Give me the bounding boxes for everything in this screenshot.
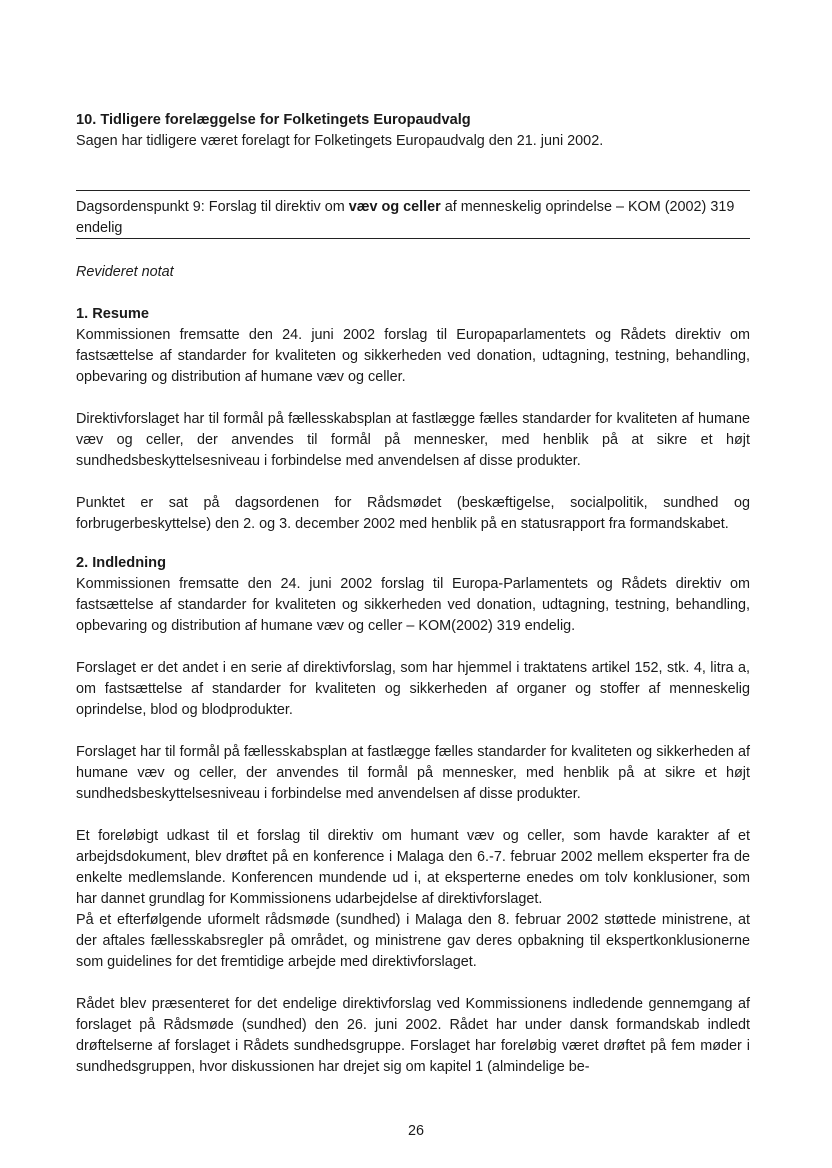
section-1 bbox=[76, 304, 750, 535]
section-2-heading: 2. Indledning bbox=[76, 555, 166, 571]
section-10 bbox=[76, 110, 750, 152]
section-10-heading: 10. Tidligere forelæggelse for Folketingets Europaudvalg bbox=[76, 112, 471, 128]
paragraph: Kommissionen fremsatte den 24. juni 2002 forslag til Europaparlamentets og Rådets direktiv om fastsættelse af standarder for kvaliteten og sikkerheden ved donation, udtagning, testning, behandling, opbevaring og distribution af humane væv og celler. bbox=[76, 327, 750, 385]
agenda-top-rule bbox=[76, 190, 750, 191]
paragraph: På et efterfølgende uformelt rådsmøde (sundhed) i Malaga den 8. februar 2002 støttede ministrene, at der aftales fællesskabsregler på området, og ministrene gav deres opbakning til ekspertkonklusionerne som guidelines for det fremtidige arbejde med direktivforslaget. bbox=[76, 912, 750, 970]
agenda-prefix: Dagsordenspunkt 9: Forslag til direktiv om bbox=[76, 199, 349, 215]
paragraph: Rådet blev præsenteret for det endelige direktivforslag ved Kommissionens indledende gennemgang af forslaget på Rådsmøde (sundhed) den 26. juni 2002. Rådet har under dansk formandskab indledt drøftelserne af forslaget i Rådets sundhedsgruppe. Forslaget har foreløbig været drøftet på fem møder i sundhedsgruppen, hvor diskussionen har drejet sig om kapitel 1 (almindelige be- bbox=[76, 996, 750, 1075]
section-10-text: Sagen har tidligere været forelagt for Folketingets Europaudvalg den 21. juni 2002. bbox=[76, 133, 604, 149]
agenda-bottom-rule bbox=[76, 238, 750, 239]
revised-note: Revideret notat bbox=[76, 264, 174, 280]
paragraph: Et foreløbigt udkast til et forslag til direktiv om humant væv og celler, som havde karakter af et arbejdsdokument, blev drøftet på en konference i Malaga den 6.-7. februar 2002 mellem eksperter fra de enkelte medlemslande. Konferencen mundende ud i, at eksperterne enedes om tolv konklusioner, som har dannet grundlag for Kommissionens udarbejdelse af direktivforslaget. bbox=[76, 828, 750, 907]
section-2 bbox=[76, 553, 750, 1078]
page-number: 26 bbox=[407, 1123, 424, 1139]
paragraph: Forslaget er det andet i en serie af direktivforslag, som har hjemmel i traktatens artikel 152, stk. 4, litra a, om fastsættelse af standarder for kvaliteten og sikkerheden af organer og stoffer af menneskelig oprindelse, blod og blodprodukter. bbox=[76, 660, 750, 718]
agenda-text bbox=[76, 197, 750, 239]
paragraph: Kommissionen fremsatte den 24. juni 2002 forslag til Europa-Parlamentets og Rådets direktiv om fastsættelse af standarder for kvaliteten og sikkerheden ved donation, udtagning, testning, behandling, opbevaring og distribution af humane væv og celler – KOM(2002) 319 endelig. bbox=[76, 576, 750, 634]
paragraph: Punktet er sat på dagsordenen for Rådsmødet (beskæftigelse, socialpolitik, sundhed og forbrugerbeskyttelse) den 2. og 3. december 2002 med henblik på en statusrapport fra formandskabet. bbox=[76, 495, 750, 532]
paragraph: Direktivforslaget har til formål på fællesskabsplan at fastlægge fælles standarder for kvaliteten af humane væv og celler, der anvendes til formål på mennesker, med henblik på at sikre et højt sundhedsbeskyttelsesniveau i forbindelse med anvendelsen af disse produkter. bbox=[76, 411, 750, 469]
paragraph: Forslaget har til formål på fællesskabsplan at fastlægge fælles standarder for kvaliteten og sikkerheden af humane væv og celler, der anvendes til formål på mennesker, med henblik på at sikre et højt sundhedsbeskyttelsesniveau i forbindelse med anvendelsen af disse produkter. bbox=[76, 744, 750, 802]
agenda-bold-term: væv og celler bbox=[348, 199, 441, 215]
agenda-suffix: af menneskelig oprindelse – KOM (2002) 319 endelig bbox=[76, 199, 735, 236]
section-1-heading: 1. Resume bbox=[76, 306, 150, 322]
